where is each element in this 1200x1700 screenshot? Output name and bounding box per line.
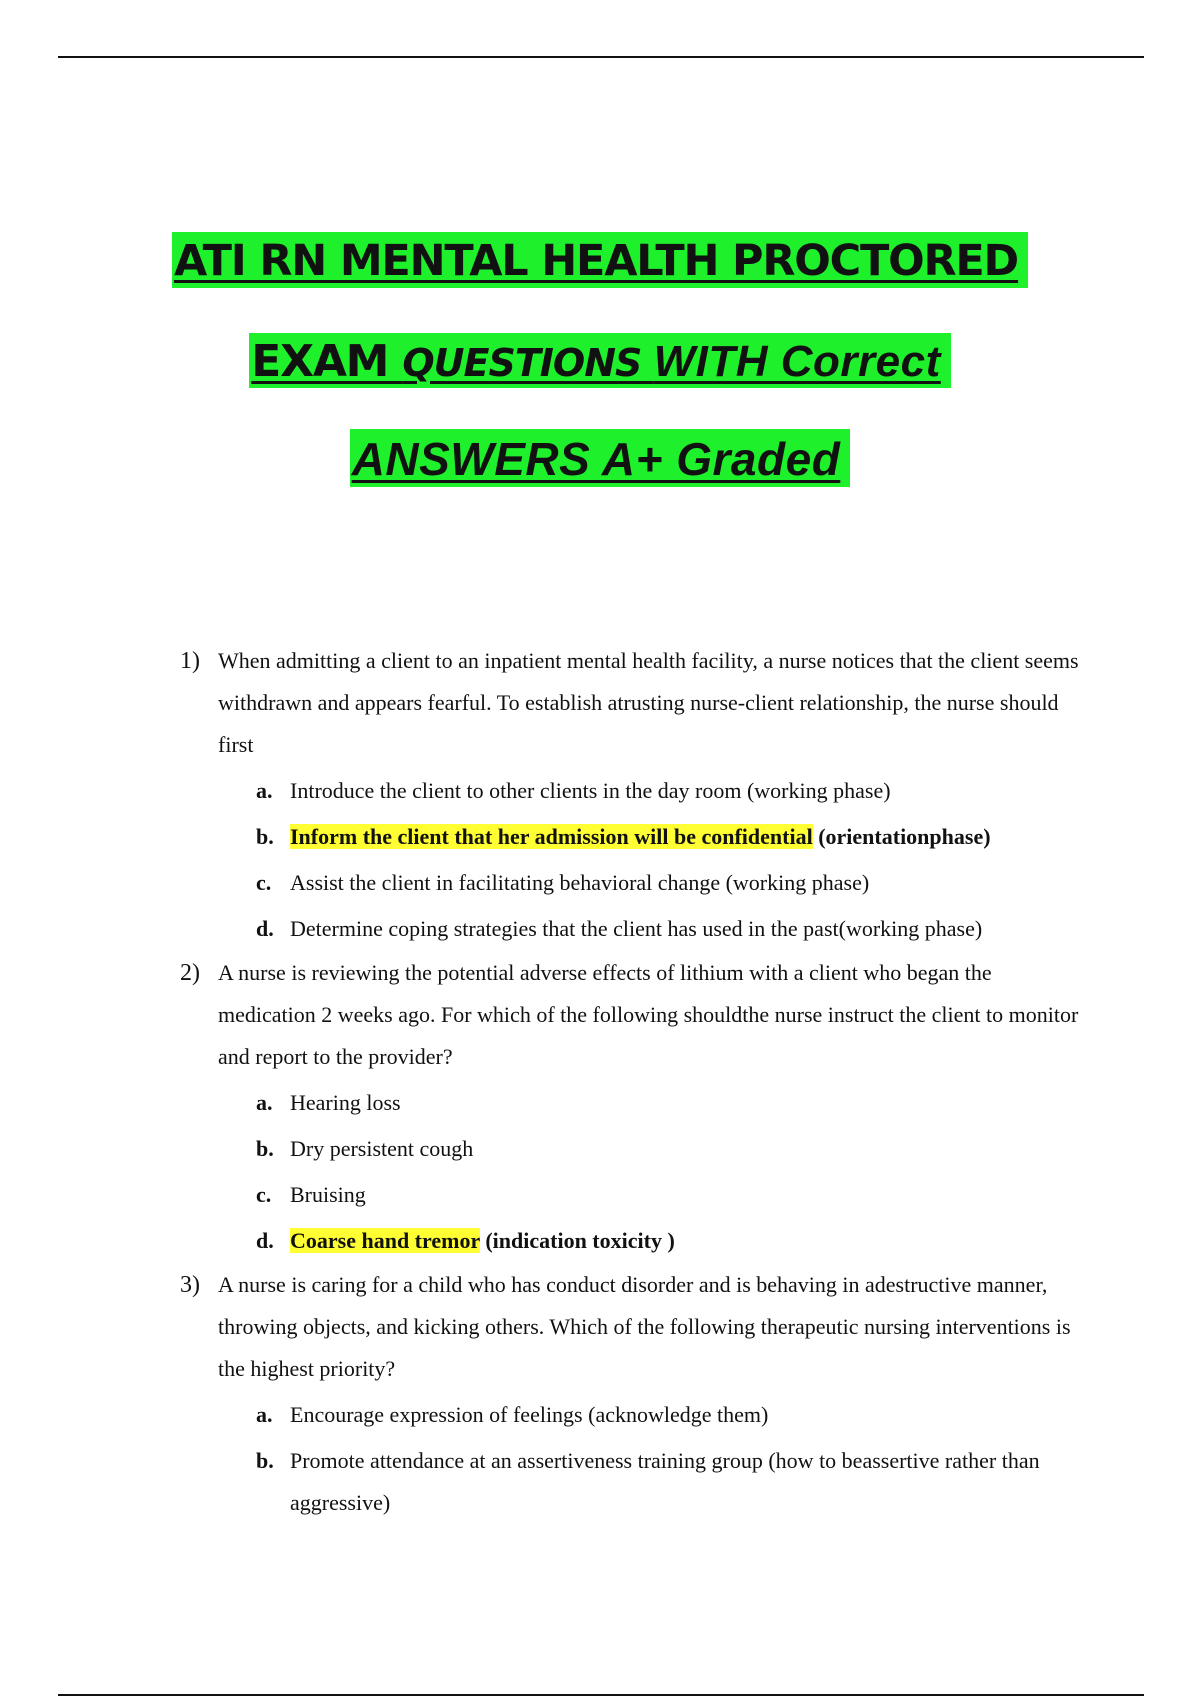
answer-note: (indication toxicity ) (479, 1228, 675, 1253)
title-questions: QUESTIONS (402, 341, 654, 385)
question-text: When admitting a client to an inpatient mental health facility, a nurse notices that the client seems withdrawn and appears fearful. To establish atrusting nurse-client relationship, the nurse should first (218, 648, 1079, 757)
option-letter: c. (256, 1182, 272, 1207)
correct-answer-highlight: Inform the client that her admission will be confidential (290, 824, 813, 849)
title-with-correct: WITH Correct (653, 337, 941, 386)
option-d-correct-answer (218, 1220, 1080, 1262)
title-line-3-text: ANSWERS A+ Graded (350, 429, 851, 487)
option-c (218, 1174, 1080, 1216)
question-number: 1) (180, 648, 200, 674)
option-letter: d. (256, 1228, 274, 1253)
question-3 (180, 1264, 1080, 1524)
option-letter: a. (256, 778, 273, 803)
option-text: Hearing loss (290, 1090, 401, 1115)
option-b (218, 1128, 1080, 1170)
option-a (218, 1394, 1080, 1436)
option-text: Introduce the client to other clients in the day room (working phase) (290, 778, 891, 803)
option-a (218, 770, 1080, 812)
option-text: Determine coping strategies that the client has used in the past(working phase) (290, 916, 983, 941)
option-letter: a. (256, 1402, 273, 1427)
bottom-rule (58, 1694, 1144, 1696)
title-line-3 (0, 432, 1200, 486)
option-b (218, 1440, 1080, 1524)
option-letter: b. (256, 1448, 274, 1473)
option-list (218, 1082, 1080, 1262)
title-exam: EXAM (251, 336, 403, 387)
option-text: Bruising (290, 1182, 366, 1207)
option-letter: c. (256, 870, 272, 895)
question-list (180, 640, 1080, 1524)
question-number: 3) (180, 1272, 200, 1298)
question-1 (180, 640, 1080, 950)
option-text: Assist the client in facilitating behavioral change (working phase) (290, 870, 870, 895)
title-line-2-highlight (249, 333, 951, 388)
option-letter: d. (256, 916, 274, 941)
option-list (218, 770, 1080, 950)
answer-note: (orientationphase) (812, 824, 991, 849)
option-letter: b. (256, 824, 274, 849)
title-line-1 (0, 236, 1200, 286)
option-letter: b. (256, 1136, 274, 1161)
question-text: A nurse is caring for a child who has conduct disorder and is behaving in adestructive manner, throwing objects, and kicking others. Which of the following therapeutic nursing interventions is the highest priority? (218, 1272, 1071, 1381)
title-line-1-text: ATI RN MENTAL HEALTH PROCTORED (172, 232, 1028, 288)
question-2 (180, 952, 1080, 1262)
question-number: 2) (180, 960, 200, 986)
option-d (218, 908, 1080, 950)
option-a (218, 1082, 1080, 1124)
title-line-2 (0, 336, 1200, 387)
option-text: Promote attendance at an assertiveness training group (how to beassertive rather than aggressive) (290, 1448, 1040, 1515)
correct-answer-highlight: Coarse hand tremor (290, 1228, 480, 1253)
option-text: Dry persistent cough (290, 1136, 474, 1161)
question-text: A nurse is reviewing the potential adverse effects of lithium with a client who began the medication 2 weeks ago. For which of the following shouldthe nurse instruct the client to monitor and report to the provider? (218, 960, 1079, 1069)
option-list (218, 1394, 1080, 1524)
top-rule (58, 56, 1144, 58)
option-b-correct-answer (218, 816, 1080, 858)
option-text: Encourage expression of feelings (acknowledge them) (290, 1402, 769, 1427)
option-letter: a. (256, 1090, 273, 1115)
option-c (218, 862, 1080, 904)
